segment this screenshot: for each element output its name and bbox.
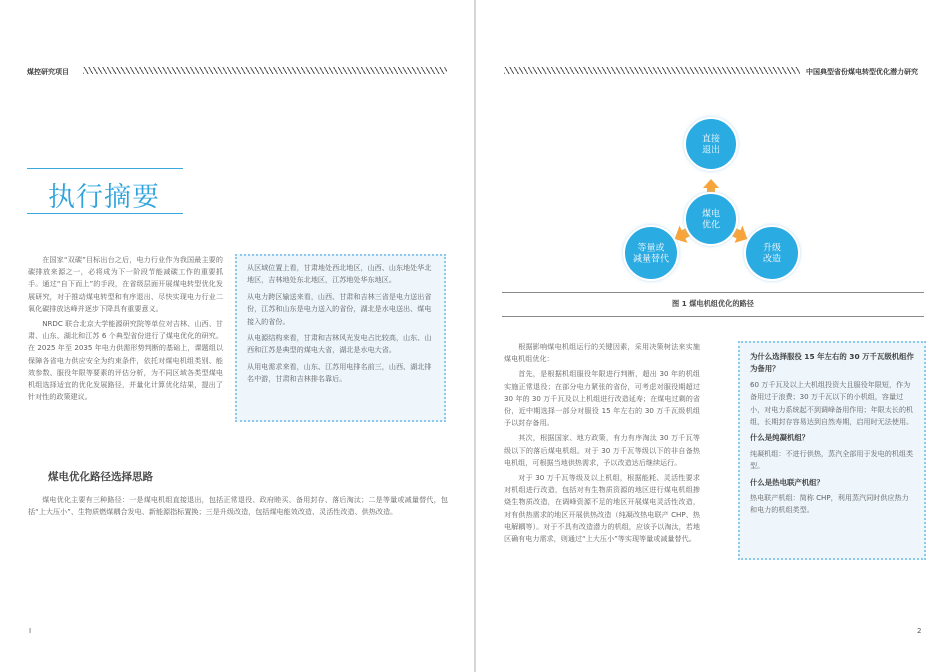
section-paragraph: 煤电优化主要有三种路径：一是煤电机组直接退出，包括正常退役、政府睦买、备用封存、落后淘汰；二是等量或减量替代，包括“上大压小”、生物质燃煤耦合发电、新能源指标置换；三是升级改造，包括煤电能效改造、灵活性改造、供热改造。 [28,495,448,517]
faq-question: 什么是纯凝机组？ [750,433,810,443]
figure-rule-top [502,292,924,293]
page-number: I [29,627,32,635]
center-node-label: 煤电优化 [701,209,721,231]
section-text [28,494,448,521]
box-paragraph: 从电力跨区输送来看，山西、甘肃和吉林三省是电力送出省份，江苏和山东是电力送入的省份，湖北是水电送出、煤电接入的省份。 [247,291,432,326]
faq-box [738,341,926,560]
right-page [476,0,950,672]
faq-answer: 60 万千瓦及以上大机组投资大且服役年限短，作为备用过于浪费；30 万千瓦以下的小机组，容量过小，对电力系统起不到调峰备用作用；年限太长的机组，长期封存容易达到自然寿期，启用时无法使用。 [750,379,914,427]
body-paragraph: 首先，是根据机组服役年限进行判断，超出 30 年的机组实施正常退役；在部分电力紧张的省份，可考虑对服役期超过 30 年的 30 万千瓦及以上机组进行改造延寿；在煤电过剩的省份，近中期选择一部分对服役 15 年左右的 30 万千瓦级机组予以封存备用。 [504,369,700,428]
running-title: 煤控研究项目 [27,68,69,76]
running-title: 中国典型省份煤电转型优化潜力研究 [806,68,918,76]
intro-text [28,254,223,406]
figure-rule-bottom [502,316,924,317]
box-paragraph: 从用电需求来看，山东、江苏用电排名前三，山西、湖北排名中游，甘肃和吉林排名靠后。 [247,361,432,384]
title-rule-top [27,168,183,169]
faq-answer: 纯凝机组：不进行供热，蒸汽全部用于发电的机组类型。 [750,448,914,471]
province-info-box [235,254,446,422]
left-node-label: 等量或减量替代 [632,243,670,265]
faq-question: 为什么选择服役 15 年左右的 30 万千瓦级机组作为备用？ [750,352,914,374]
body-paragraph: 根据影响煤电机组运行的关键因素，采用决策树法来实施煤电机组优化： [504,342,700,364]
intro-paragraph: 在国家“双碳”目标出台之后，电力行业作为我国最主要的碳排放来源之一，必将成为下一阶段节能减碳工作的重要抓手。通过“自下而上”的手段，在省级层面开展煤电转型优化发展研究，对于推动煤电转型和有序退出、尽快实现电力行业二氧化碳排放达峰并逐步下降具有重要意义。 [28,255,223,313]
box-paragraph: 从区域位置上看，甘肃地处西北地区，山西、山东地处华北地区，吉林地处东北地区，江苏地处华东地区。 [247,263,432,285]
left-page [0,0,474,672]
top-node-label: 直接退出 [701,134,721,156]
header-hatch [83,67,447,74]
faq-question: 什么是热电联产机组？ [750,477,824,487]
body-paragraph: 其次，根据国家、地方政策，有力有序淘汰 30 万千瓦等级以下的落后煤电机组。对于 30 万千瓦等级以下的非自备热电机组，可根据当地供热需求，予以改造达后继续运行。 [504,433,700,467]
right-body-text [504,341,700,548]
box-paragraph: 从电源结构来看，甘肃和吉林风光发电占比较高，山东、山西和江苏是典型的煤电大省，湖北是水电大省。 [247,333,432,355]
header-hatch [504,67,800,74]
section-heading: 煤电优化路径选择思路 [48,471,153,483]
page-number: 2 [917,627,922,635]
optimization-diagram [606,112,826,292]
body-paragraph: 对于 30 万千瓦等级及以上机组，根据能耗、灵活性要求对机组进行改造，包括对有生物质资源的地区进行煤电机组掺烧生物质改造，在调峰资源不足的地区开展煤电灵活性改造，对有供热需求的地区开展供热改造（纯凝改热电联产 CHP、热电解耦等）。对于不具有改造潜力的机组，应该予以淘汰，若地区确有电力需求，则通过“上大压小”等实现等量或减量替代。 [504,473,700,544]
figure-caption: 图 1 煤电机组优化的路径 [672,299,754,308]
right-node-label: 升级改造 [762,243,782,265]
intro-paragraph: NRDC 联合北京大学能源研究院等单位对吉林、山西、甘肃、山东、湖北和江苏 6 个典型省份进行了煤电优化的研究。在 2025 年至 2035 年电力供需形势判断的基础上，课题组以保障各省电力供应安全为约束条件，依托对煤电机组类别、能效参数、服役年限等要素的评估分析，为不同区域各类型煤电机组选择适宜的优化发展路径，并量化计算优化结果，提出了针对性的政策建议。 [28,319,223,402]
title-rule-bottom [27,213,183,214]
faq-answer: 热电联产机组：简称 CHP，利用蒸汽同时供应热力和电力的机组类型。 [750,493,909,515]
arrow-up-icon [703,179,719,193]
page-title: 执行摘要 [48,182,160,213]
